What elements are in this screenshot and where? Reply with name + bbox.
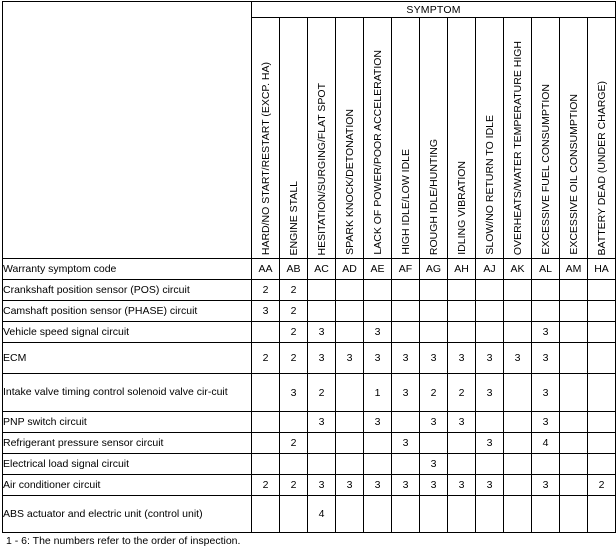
table-cell	[392, 322, 420, 343]
table-cell	[588, 496, 616, 533]
table-cell: 3	[308, 412, 336, 433]
column-header-label: HESITATION/SURGING/FLAT SPOT	[315, 82, 328, 255]
table-cell: 3	[476, 475, 504, 496]
table-cell: AC	[308, 259, 336, 280]
table-cell: 2	[252, 475, 280, 496]
table-cell: 3	[476, 374, 504, 412]
table-cell	[448, 454, 476, 475]
table-cell: AM	[560, 259, 588, 280]
row-label-text: Crankshaft position sensor (POS) circuit	[3, 283, 190, 296]
row-label	[3, 259, 252, 280]
table-cell	[476, 280, 504, 301]
table-cell	[448, 322, 476, 343]
table-cell	[560, 475, 588, 496]
table-cell: 2	[280, 475, 308, 496]
table-cell: AJ	[476, 259, 504, 280]
row-label	[3, 496, 252, 533]
column-header	[420, 18, 448, 259]
column-header-label: SPARK KNOCK/DETONATION	[343, 109, 356, 255]
column-header-label: EXCESSIVE OIL CONSUMPTION	[567, 94, 580, 255]
table-cell	[448, 433, 476, 454]
table-cell	[280, 496, 308, 533]
table-cell	[504, 496, 532, 533]
table-cell	[560, 301, 588, 322]
table-cell	[420, 496, 448, 533]
table-cell	[336, 374, 364, 412]
table-cell: 2	[448, 374, 476, 412]
table-cell	[560, 496, 588, 533]
table-cell: 2	[588, 475, 616, 496]
column-header-label: HIGH IDLE/LOW IDLE	[399, 149, 412, 255]
row-label	[3, 343, 252, 374]
table-cell	[308, 301, 336, 322]
table-cell	[560, 454, 588, 475]
table-cell	[504, 454, 532, 475]
table-cell	[504, 433, 532, 454]
column-header-label: LACK OF POWER/POOR ACCELERATION	[371, 50, 384, 255]
table-cell: 3	[364, 475, 392, 496]
row-label-text: Vehicle speed signal circuit	[3, 325, 130, 338]
table-cell	[560, 343, 588, 374]
table-cell: 2	[280, 280, 308, 301]
table-cell	[532, 301, 560, 322]
row-label	[3, 433, 252, 454]
table-cell: 4	[532, 433, 560, 454]
table-cell	[420, 301, 448, 322]
table-cell	[588, 454, 616, 475]
row-label-text: Warranty symptom code	[3, 262, 117, 275]
column-header-label: ENGINE STALL	[287, 180, 300, 255]
table-row	[3, 475, 616, 496]
table-cell	[364, 496, 392, 533]
table-cell: AE	[364, 259, 392, 280]
table-cell: 3	[532, 475, 560, 496]
table-cell: 3	[532, 343, 560, 374]
table-row	[3, 496, 616, 533]
table-cell: 2	[280, 322, 308, 343]
table-cell: 2	[252, 280, 280, 301]
table-cell	[504, 280, 532, 301]
table-cell	[252, 433, 280, 454]
column-header-label: IDLING VIBRATION	[455, 161, 468, 255]
table-cell: 3	[392, 475, 420, 496]
column-header	[504, 18, 532, 259]
column-header	[448, 18, 476, 259]
table-cell: AH	[448, 259, 476, 280]
table-cell: 3	[532, 412, 560, 433]
table-cell	[504, 412, 532, 433]
table-cell	[336, 454, 364, 475]
table-cell	[476, 454, 504, 475]
table-cell: 2	[280, 301, 308, 322]
table-cell	[364, 301, 392, 322]
table-cell	[532, 496, 560, 533]
column-header	[476, 18, 504, 259]
column-header	[588, 18, 616, 259]
table-cell	[420, 280, 448, 301]
table-cell: 3	[448, 343, 476, 374]
table-cell	[448, 280, 476, 301]
table-cell	[588, 301, 616, 322]
table-cell: AF	[392, 259, 420, 280]
table-cell: 2	[308, 374, 336, 412]
column-header-label: EXCESSIVE FUEL CONSUMPTION	[539, 84, 552, 255]
table-cell	[308, 433, 336, 454]
table-row	[3, 454, 616, 475]
table-cell	[336, 322, 364, 343]
table-cell	[476, 322, 504, 343]
row-label-text: Refrigerant pressure sensor circuit	[3, 436, 164, 449]
table-cell: 3	[420, 475, 448, 496]
column-header-label: BATTERY DEAD (UNDER CHARGE)	[595, 80, 608, 255]
table-cell: AA	[252, 259, 280, 280]
table-cell: 3	[476, 343, 504, 374]
table-cell: 2	[280, 343, 308, 374]
table-cell: 3	[308, 343, 336, 374]
table-cell	[336, 412, 364, 433]
table-cell: 3	[252, 301, 280, 322]
table-cell: HA	[588, 259, 616, 280]
table-cell	[476, 412, 504, 433]
table-cell: AK	[504, 259, 532, 280]
table-cell	[252, 454, 280, 475]
table-cell	[280, 454, 308, 475]
table-cell	[392, 280, 420, 301]
table-body	[3, 259, 616, 533]
row-label-text: ECM	[3, 351, 27, 364]
table-cell: 2	[252, 343, 280, 374]
column-header	[280, 18, 308, 259]
table-cell	[364, 280, 392, 301]
table-cell	[560, 374, 588, 412]
table-row	[3, 374, 616, 412]
table-cell: 3	[364, 322, 392, 343]
table-row	[3, 259, 616, 280]
table-cell	[588, 343, 616, 374]
row-label	[3, 475, 252, 496]
table-row	[3, 433, 616, 454]
table-cell	[448, 301, 476, 322]
table-cell: 3	[420, 343, 448, 374]
table-cell: 3	[364, 343, 392, 374]
table-cell: 3	[280, 374, 308, 412]
symptom-matrix-table	[2, 1, 616, 533]
table-cell: AG	[420, 259, 448, 280]
column-header-label: OVERHEATS/WATER TEMPERATURE HIGH	[511, 40, 524, 255]
table-cell: 3	[336, 343, 364, 374]
table-cell	[448, 496, 476, 533]
table-cell	[588, 374, 616, 412]
table-cell	[560, 412, 588, 433]
row-label	[3, 412, 252, 433]
row-label-text: ABS actuator and electric unit (control unit)	[3, 507, 203, 520]
table-cell	[420, 322, 448, 343]
table-cell: 3	[420, 454, 448, 475]
row-label-text: Electrical load signal circuit	[3, 457, 130, 470]
table-cell: 3	[448, 475, 476, 496]
table-cell	[280, 412, 308, 433]
table-cell	[392, 454, 420, 475]
table-cell: 3	[392, 374, 420, 412]
table-cell: 2	[420, 374, 448, 412]
column-header-label: ROUGH IDLE/HUNTING	[427, 138, 440, 255]
table-cell	[588, 322, 616, 343]
table-cell: AD	[336, 259, 364, 280]
row-label	[3, 322, 252, 343]
row-label-text: Intake valve timing control solenoid valve cir-cuit	[3, 386, 228, 398]
table-cell: 3	[532, 322, 560, 343]
table-cell: AB	[280, 259, 308, 280]
table-row	[3, 343, 616, 374]
table-cell: 3	[532, 374, 560, 412]
table-cell	[392, 301, 420, 322]
table-row	[3, 280, 616, 301]
table-cell	[560, 433, 588, 454]
table-cell	[364, 454, 392, 475]
row-label	[3, 280, 252, 301]
column-header	[392, 18, 420, 259]
column-header	[308, 18, 336, 259]
table-cell	[588, 280, 616, 301]
table-cell: 3	[504, 343, 532, 374]
table-cell: 3	[448, 412, 476, 433]
table-cell: 3	[476, 433, 504, 454]
row-label	[3, 454, 252, 475]
table-cell	[336, 280, 364, 301]
table-cell	[532, 454, 560, 475]
table-cell: 3	[364, 412, 392, 433]
table-row	[3, 412, 616, 433]
table-cell: 2	[280, 433, 308, 454]
table-cell	[336, 301, 364, 322]
table-cell	[252, 374, 280, 412]
table-cell	[336, 433, 364, 454]
table-cell	[420, 433, 448, 454]
table-cell	[252, 496, 280, 533]
corner-cell	[3, 2, 252, 259]
table-row	[3, 301, 616, 322]
table-cell	[504, 475, 532, 496]
table-row	[3, 322, 616, 343]
table-cell	[308, 280, 336, 301]
table-cell: AL	[532, 259, 560, 280]
table-cell: 3	[420, 412, 448, 433]
column-header-label: SLOW/NO RETURN TO IDLE	[483, 115, 496, 255]
row-label	[3, 301, 252, 322]
table-cell	[476, 301, 504, 322]
footnote: 1 - 6: The numbers refer to the order of inspection.	[6, 535, 241, 547]
table-cell: 4	[308, 496, 336, 533]
table-cell: 3	[308, 475, 336, 496]
column-header	[560, 18, 588, 259]
table-cell: 3	[392, 433, 420, 454]
table-cell	[476, 496, 504, 533]
column-header	[532, 18, 560, 259]
table-cell: 1	[364, 374, 392, 412]
table-cell	[504, 322, 532, 343]
table-cell	[252, 412, 280, 433]
table-cell: 3	[308, 322, 336, 343]
table-cell	[392, 496, 420, 533]
column-header	[336, 18, 364, 259]
table-cell	[392, 412, 420, 433]
table-cell	[504, 374, 532, 412]
table-cell	[504, 301, 532, 322]
table-cell	[308, 454, 336, 475]
table-cell	[364, 433, 392, 454]
column-header-label: HARD/NO START/RESTART (EXCP. HA)	[259, 61, 272, 255]
table-cell: 3	[392, 343, 420, 374]
table-cell	[560, 280, 588, 301]
symptom-group-header: SYMPTOM	[252, 2, 616, 18]
table-cell	[588, 412, 616, 433]
row-label-text: Camshaft position sensor (PHASE) circuit	[3, 304, 198, 317]
row-label-text: PNP switch circuit	[3, 415, 87, 428]
column-header	[252, 18, 280, 259]
table-cell	[588, 433, 616, 454]
table-cell: 3	[336, 475, 364, 496]
table-cell	[252, 322, 280, 343]
column-header	[364, 18, 392, 259]
table-cell	[336, 496, 364, 533]
table-cell	[560, 322, 588, 343]
row-label-text: Air conditioner circuit	[3, 478, 101, 491]
table-cell	[532, 280, 560, 301]
row-label	[3, 374, 252, 412]
